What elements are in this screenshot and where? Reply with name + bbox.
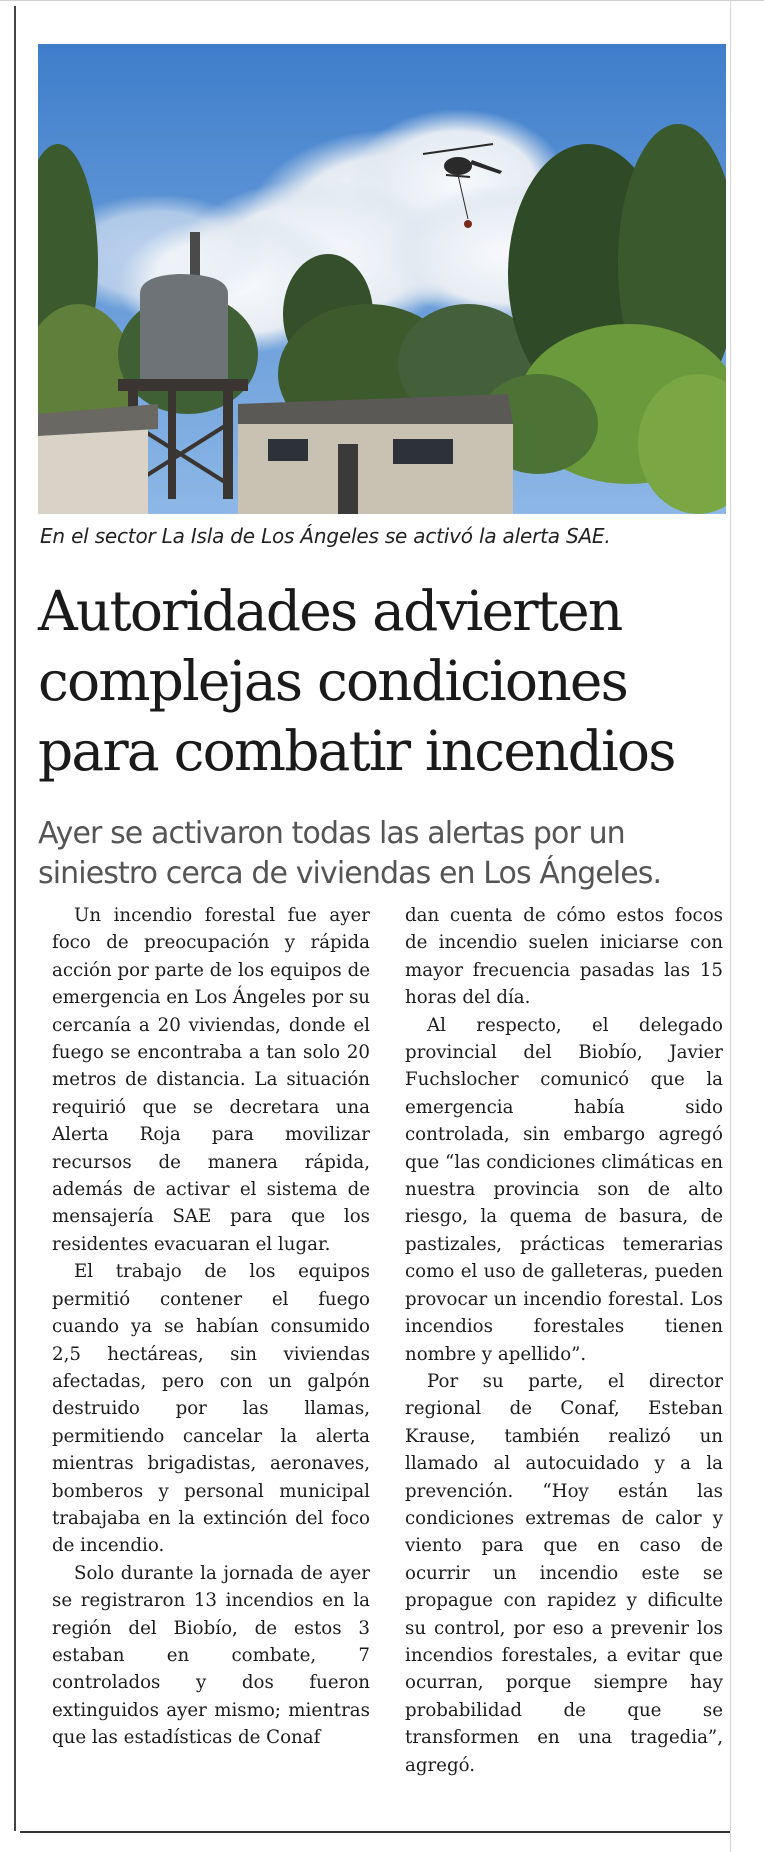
article-photo xyxy=(38,44,726,514)
body-column-right xyxy=(405,902,723,1779)
headline-line: para combatir incendios xyxy=(38,719,675,783)
headline-line: complejas condiciones xyxy=(38,649,628,713)
body-column-left xyxy=(52,902,370,1752)
subheadline-line: Ayer se activaron todas las alertas por un xyxy=(38,816,625,851)
bottom-rule xyxy=(20,1831,730,1833)
headline-line: Autoridades advierten xyxy=(38,579,622,643)
subheadline-line: siniestro cerca de viviendas en Los Ángeles. xyxy=(38,856,662,891)
body-paragraph: dan cuenta de cómo estos focos de incendio suelen iniciarse con mayor frecuencia pasadas las 15 horas del día. xyxy=(405,905,723,1009)
houses xyxy=(38,394,513,514)
page-left-border xyxy=(14,6,16,1831)
body-paragraph: Solo durante la jornada de ayer se registraron 13 incendios en la región del Biobío, de estos 3 estaban en combate, 7 controlados y dos fueron extinguidos ayer mismo; mientras que las estadísticas de Conaf xyxy=(52,1562,370,1749)
body-paragraph: Al respecto, el delegado provincial del Biobío, Javier Fuchslocher comunicó que la emergencia había sido controlada, sin embargo agregó que “las condiciones climáticas en nuestra provincia son de alto riesgo, la quema de basura, de pastizales, prácticas temerarias como el uso de galleteras, pueden provocar un incendio forestal. Los incendios forestales tienen nombre y apellido”. xyxy=(405,1014,723,1365)
subheadline xyxy=(38,814,728,894)
photo-caption: En el sector La Isla de Los Ángeles se activó la alerta SAE. xyxy=(40,524,611,548)
headline xyxy=(38,576,728,786)
top-rule xyxy=(0,0,764,1)
body-paragraph: El trabajo de los equipos permitió contener el fuego cuando ya se habían consumido 2,5 hectáreas, sin viviendas afectadas, pero con un galpón destruido por las llamas, permitiendo cancelar la alerta mientras brigadistas, aeronaves, bomberos y personal municipal trabajaba en la extinción del foco de incendio. xyxy=(52,1261,370,1557)
page-right-border xyxy=(730,0,731,1852)
body-paragraph: Un incendio forestal fue ayer foco de preocupación y rápida acción por parte de los equipos de emergencia en Los Ángeles por su cercanía a 20 viviendas, donde el fuego se encontraba a tan solo 20 metros de distancia. La situación requirió que se decretara una Alerta Roja para movilizar recursos de manera rápida, además de activar el sistema de mensajería SAE para que los residentes evacuaran el lugar. xyxy=(52,905,370,1255)
body-paragraph: Por su parte, el director regional de Conaf, Esteban Krause, también realizó un llamado al autocuidado y a la prevención. “Hoy están las condiciones extremas de calor y viento para que en caso de ocurrir un incendio este se propague con rapidez y dificulte su control, por eso a prevenir los incendios forestales, a evitar que ocurran, porque siempre hay probabilidad de que se transformen en una tragedia”, agregó. xyxy=(405,1370,723,1776)
